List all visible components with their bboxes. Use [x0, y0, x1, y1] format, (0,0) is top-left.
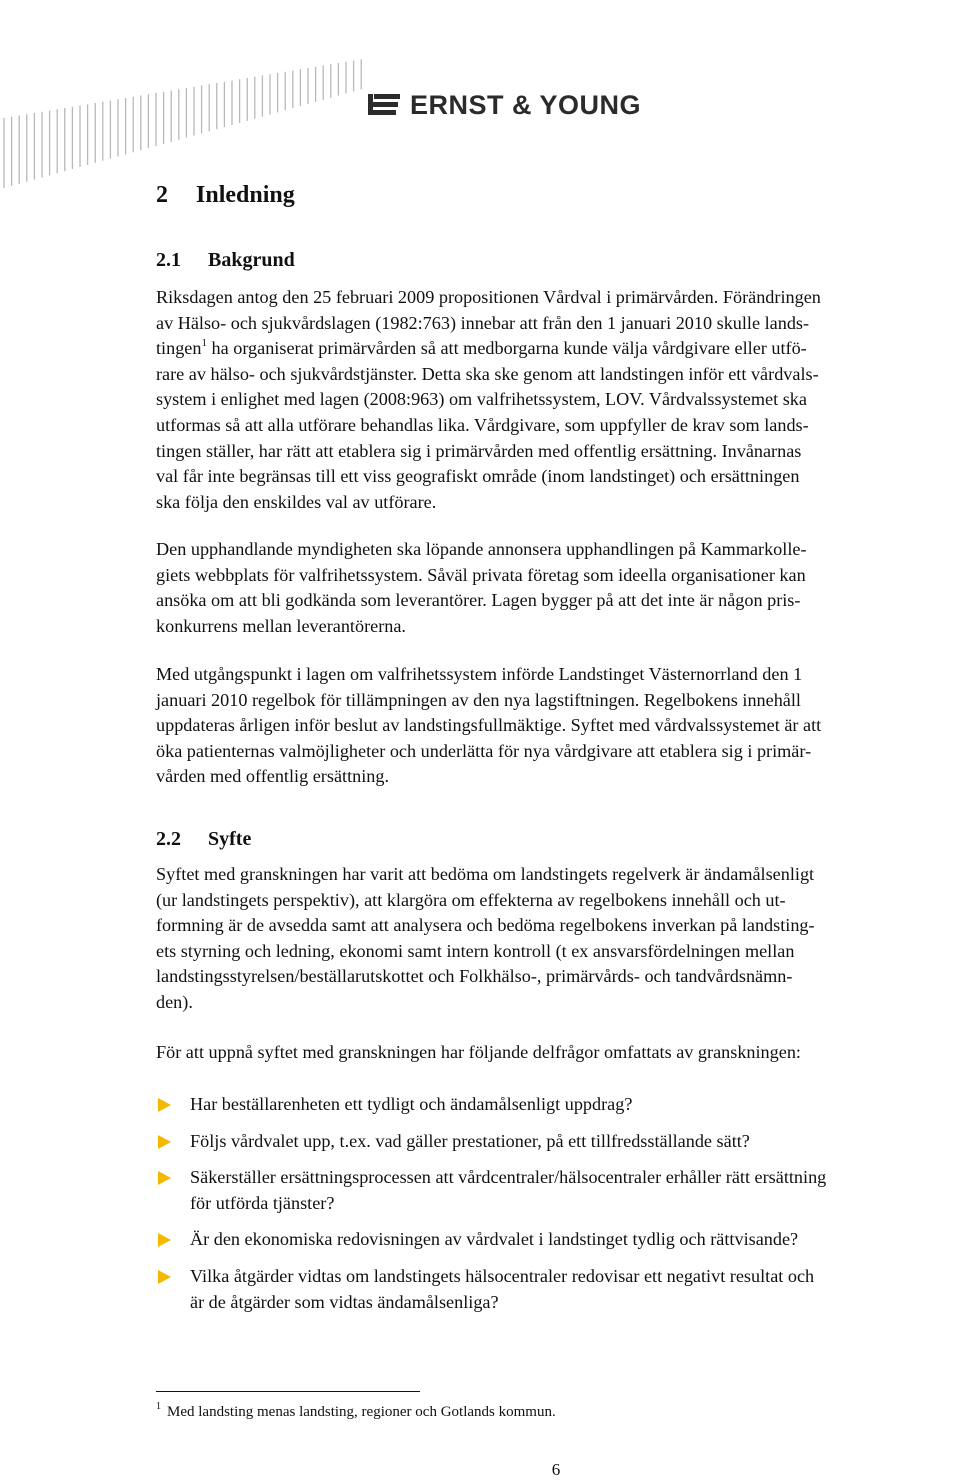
decorative-stripes [0, 0, 380, 200]
footnote-divider [156, 1391, 420, 1392]
footnote-text: Med landsting menas landsting, regioner och Gotlands kommun. [167, 1404, 556, 1420]
paragraph: Riksdagen antog den 25 februari 2009 propositionen Vårdval i primärvården. Förändringen av Hälso- och sjukvårdslagen (1982:763) innebar att från den 1 januari 2010 skulle lands- tingen$^1$ ha organiserat primärvården så att medborgarna kunde välja vårdgivare eller utfö- rare av hälso- och sjukvårdstjänster. Detta ska ske genom att landstingen inför ett vårdvals- system i enlighet med lagen (2008:963) om valfrihetssystem, LOV. Vårdvalssystemet ska utformas så att alla utförare behandlas lika. Vårdgivare, som uppfyller de krav som lands- tingen ställer, har rätt att etablera sig i primärvården med offentlig ersättning. Invånarnas val får inte begränsas till ett viss geografiskt område (inom landstinget) och ersättningen ska följa den enskildes val av utförare. [156, 287, 821, 512]
list-item: Följs vårdvalet upp, t.ex. vad gäller prestationer, på ett tillfredsställande sätt? [156, 1129, 956, 1155]
logo-mark-icon [368, 92, 402, 118]
list-item: Är den ekonomiska redovisningen av vårdvalet i landstinget tydlig och rättvisande? [156, 1227, 956, 1253]
paragraph: För att uppnå syftet med granskningen har följande delfrågor omfattats av granskningen: [156, 1042, 801, 1062]
list-item: Säkerställer ersättningsprocessen att vårdcentraler/hälsocentraler erhåller rätt ersättning för utförda tjänster? [156, 1165, 956, 1216]
question-list [156, 1092, 956, 1315]
paragraph: Med utgångspunkt i lagen om valfrihetssystem införde Landstinget Västernorrland den 1 januari 2010 regelbok för tillämpningen av den nya lagstiftningen. Regelbokens innehåll uppdateras årligen inför beslut av landstingsfullmäktige. Syftet med vårdvalssystemet är att öka patienternas valmöjligheter och underlätta för nya vårdgivare att etablera sig i primär- vården med offentlig ersättning. [156, 664, 822, 787]
footnote-ref: 1 [201, 337, 207, 350]
subsection-title: Bakgrund [208, 249, 295, 271]
paragraph: Syftet med granskningen har varit att bedöma om landstingets regelverk är ändamålsenligt (ur landstingets perspektiv), att klargöra om effekterna av regelbokens innehåll och ut- formning är de avsedda samt att analysera och bedöma regelbokens inverkan på landsting- ets styrning och ledning, ekonomi samt intern kontroll (t ex ansvarsfördelningen mellan landstingsstyrelsen/beställarutskottet och Folkhälso-, primärvårds- och tandvårdsnämn- den). [156, 864, 815, 1012]
section-heading [156, 182, 295, 209]
section-number: 2 [156, 182, 168, 208]
list-item: Vilka åtgärder vidtas om landstingets hälsocentraler redovisar ett negativt resultat och är de åtgärder som vidtas ändamålsenliga? [156, 1264, 956, 1315]
subsection-number: 2.1 [156, 249, 181, 271]
ernst-young-logo [368, 90, 641, 120]
subsection-number: 2.2 [156, 828, 181, 850]
bullet-triangle-icon [158, 1270, 171, 1284]
footnote-number: 1 [156, 1401, 161, 1412]
bullet-triangle-icon [158, 1098, 171, 1112]
list-item: Har beställarenheten ett tydligt och ändamålsenligt uppdrag? [156, 1092, 956, 1118]
paragraph: Den upphandlande myndigheten ska löpande annonsera upphandlingen på Kammarkolle- giets webbplats för valfrihetssystem. Såväl privata företag som ideella organisationer kan ansöka om att bli godkända som leverantörer. Lagen bygger på att det inte är någon pris- konkurrens mellan leverantörerna. [156, 539, 807, 636]
footnote [156, 1401, 556, 1421]
subsection-heading-bakgrund [156, 249, 295, 272]
subsection-title: Syfte [208, 828, 252, 850]
section-title: Inledning [196, 182, 295, 208]
bullet-triangle-icon [158, 1233, 171, 1247]
bullet-triangle-icon [158, 1135, 171, 1149]
subsection-heading-syfte [156, 828, 251, 851]
page-number: 6 [551, 1460, 561, 1479]
logo-wordmark: ERNST & YOUNG [410, 90, 642, 120]
bullet-triangle-icon [158, 1171, 171, 1185]
